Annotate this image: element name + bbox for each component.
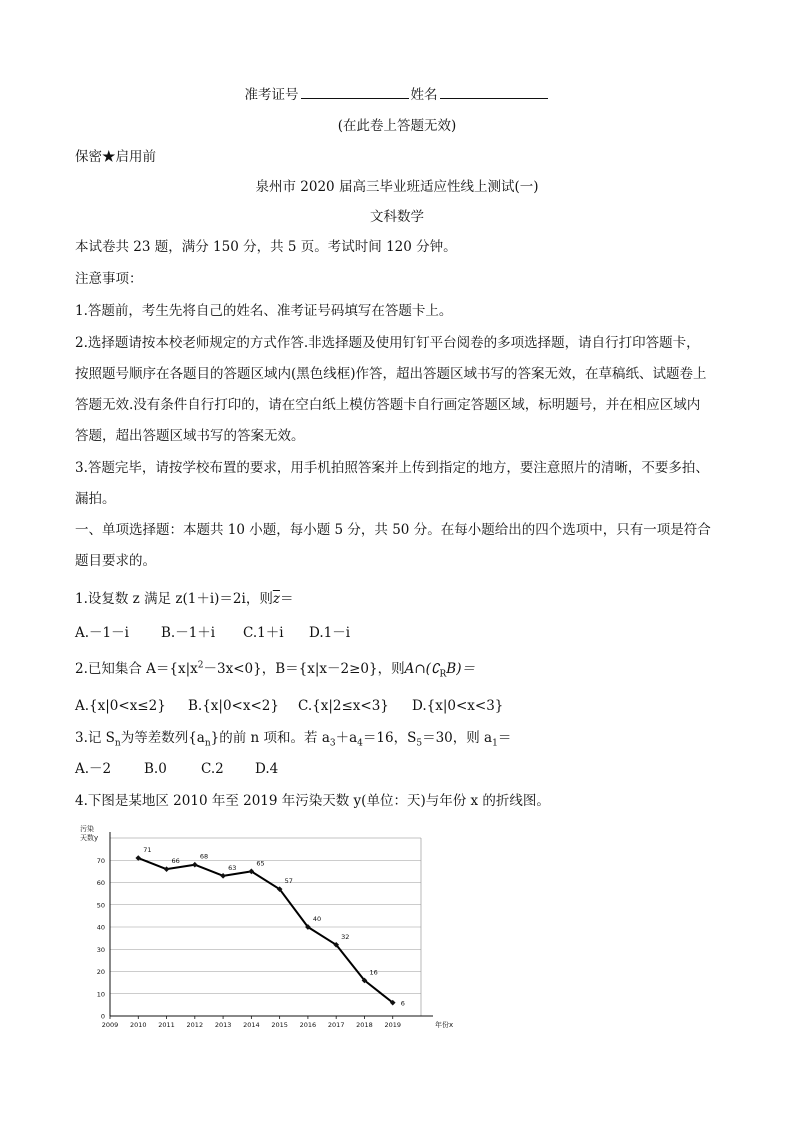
q3-option-b: B.0: [144, 761, 167, 777]
data-label: 71: [143, 846, 152, 855]
q1-option-a: A.－1－i: [75, 625, 129, 641]
notice-item-2-line-2: 按照题号顺序在各题目的答题区域内(黑色线框)作答，超出答题区域书写的答案无效，在草稿纸、试题卷上: [75, 366, 707, 382]
data-label: 6: [400, 999, 405, 1008]
notice-heading: 注意事项：: [75, 271, 143, 287]
q2-option-c: C.{x|2≤x<3}: [298, 698, 389, 714]
exam-id-label: 准考证号: [244, 87, 299, 103]
q1-option-c: C.1＋i: [243, 625, 284, 641]
y-tick-label: 40: [96, 923, 105, 932]
y-tick-label: 20: [96, 968, 105, 976]
series-line: [138, 858, 392, 1003]
y-axis-label-line-2: 天数y: [80, 834, 99, 842]
exam-intro: 本试卷共 23 题，满分 150 分，共 5 页。考试时间 120 分钟。: [75, 239, 457, 255]
q3-option-d: D.4: [255, 761, 279, 777]
y-tick-label: 60: [96, 879, 105, 887]
q2-option-d: D.{x|0<x<3}: [412, 698, 504, 714]
data-label: 63: [228, 863, 237, 872]
y-tick-label: 0: [100, 1012, 105, 1021]
notice-item-2-line-4: 答题，超出答题区域书写的答案无效。: [75, 428, 305, 444]
x-tick-label: 2015: [271, 1021, 288, 1029]
notice-item-2-line-3: 答题无效.没有条件自行打印的，请在空白纸上模仿答题卡自行画定答题区域，标明题号，并在相应区域内: [75, 397, 701, 413]
section-1-heading-line-1: 一、单项选择题：本题共 10 小题，每小题 5 分，共 50 分。在每小题给出的四个选项中，只有一项是符合: [75, 522, 711, 538]
name-label: 姓名: [410, 87, 438, 103]
q2-option-a: A.{x|0<x≤2}: [75, 698, 166, 714]
candidate-info-line: [0, 84, 794, 104]
question-3-options: [75, 760, 278, 778]
notice-item-3-line-2: 漏拍。: [75, 491, 116, 507]
data-label: 66: [171, 857, 180, 866]
data-point: [164, 866, 170, 872]
data-point: [192, 862, 198, 868]
x-axis-label: 年份x: [435, 1021, 454, 1029]
question-2-options: [75, 697, 503, 715]
exam-subject: 文科数学: [370, 209, 424, 225]
notice-item-2-line-1: 2.选择题请按本校老师规定的方式作答.非选择题及使用钉钉平台阅卷的多项选择题，请自行打印答题卡，: [75, 335, 700, 351]
exam-title: 泉州市 2020 届高三毕业班适应性线上测试(一): [255, 179, 539, 195]
set-expression: A∩(∁: [404, 661, 440, 677]
question-3-stem: 3.记 $S_n$为等差数列$\{a_n\}$的前 n 项和。若 $a_3+a_4=16$，$S_5=30$，则 $a_1=$: [75, 730, 512, 749]
q1-option-b: B.－1＋i: [161, 625, 216, 641]
y-tick-label: 30: [96, 945, 105, 954]
x-tick-label: 2009: [101, 1021, 119, 1029]
data-label: 40: [312, 915, 322, 923]
question-1-stem: 1.设复数 z 满足 z(1＋i)＝2i，则$\overline{z}=$: [75, 591, 294, 607]
q3-option-a: A.－2: [75, 761, 112, 777]
x-tick-label: 2016: [299, 1021, 317, 1029]
question-2-stem: 2.已知集合 $A=\{x|x^2-3x<0\}$，B＝{x|x－2≥0}，则$A\cap(∁_RB)=$: [75, 660, 475, 680]
data-label: 32: [341, 932, 350, 941]
x-tick-label: 2012: [186, 1021, 204, 1029]
exam-id-blank: [301, 84, 409, 99]
x-tick-label: 2013: [214, 1021, 232, 1029]
y-tick-label: 70: [96, 856, 105, 865]
x-tick-label: 2011: [158, 1021, 175, 1029]
x-tick-label: 2014: [243, 1021, 260, 1029]
y-axis-label-line-1: 污染: [80, 825, 94, 833]
q3-option-c: C.2: [201, 761, 224, 777]
notice-item-1: 1.答题前，考生先将自己的姓名、准考证号码填写在答题卡上。: [75, 303, 453, 319]
q2-option-b: B.{x|0<x<2}: [188, 698, 279, 714]
x-tick-label: 2018: [356, 1021, 373, 1029]
pollution-days-line-chart: [76, 822, 454, 1040]
data-label: 68: [199, 852, 209, 861]
y-tick-label: 10: [96, 990, 105, 999]
secret-mark: 保密★启用前: [75, 149, 156, 165]
data-point: [220, 873, 226, 879]
x-tick-label: 2010: [129, 1021, 147, 1029]
data-label: 16: [369, 968, 378, 977]
name-blank: [440, 84, 548, 99]
x-tick-label: 2017: [327, 1021, 345, 1029]
question-1-options: [75, 624, 350, 642]
data-label: 65: [256, 859, 265, 868]
notice-item-3-line-1: 3.答题完毕，请按学校布置的要求，用手机拍照答案并上传到指定的地方，要注意照片的清晰，不要多拍、: [75, 460, 709, 476]
invalid-answer-note: (在此卷上答题无效): [337, 118, 457, 134]
y-tick-label: 50: [96, 901, 105, 910]
x-tick-label: 2019: [384, 1021, 402, 1029]
z-conjugate: $\overline{z}$: [272, 591, 280, 607]
question-4-stem: 4.下图是某地区 2010 年至 2019 年污染天数 y(单位：天)与年份 x 的折线图。: [75, 793, 550, 809]
section-1-heading-line-2: 题目要求的。: [75, 553, 156, 569]
q1-option-d: D.1－i: [309, 625, 351, 641]
data-label: 57: [284, 877, 293, 886]
